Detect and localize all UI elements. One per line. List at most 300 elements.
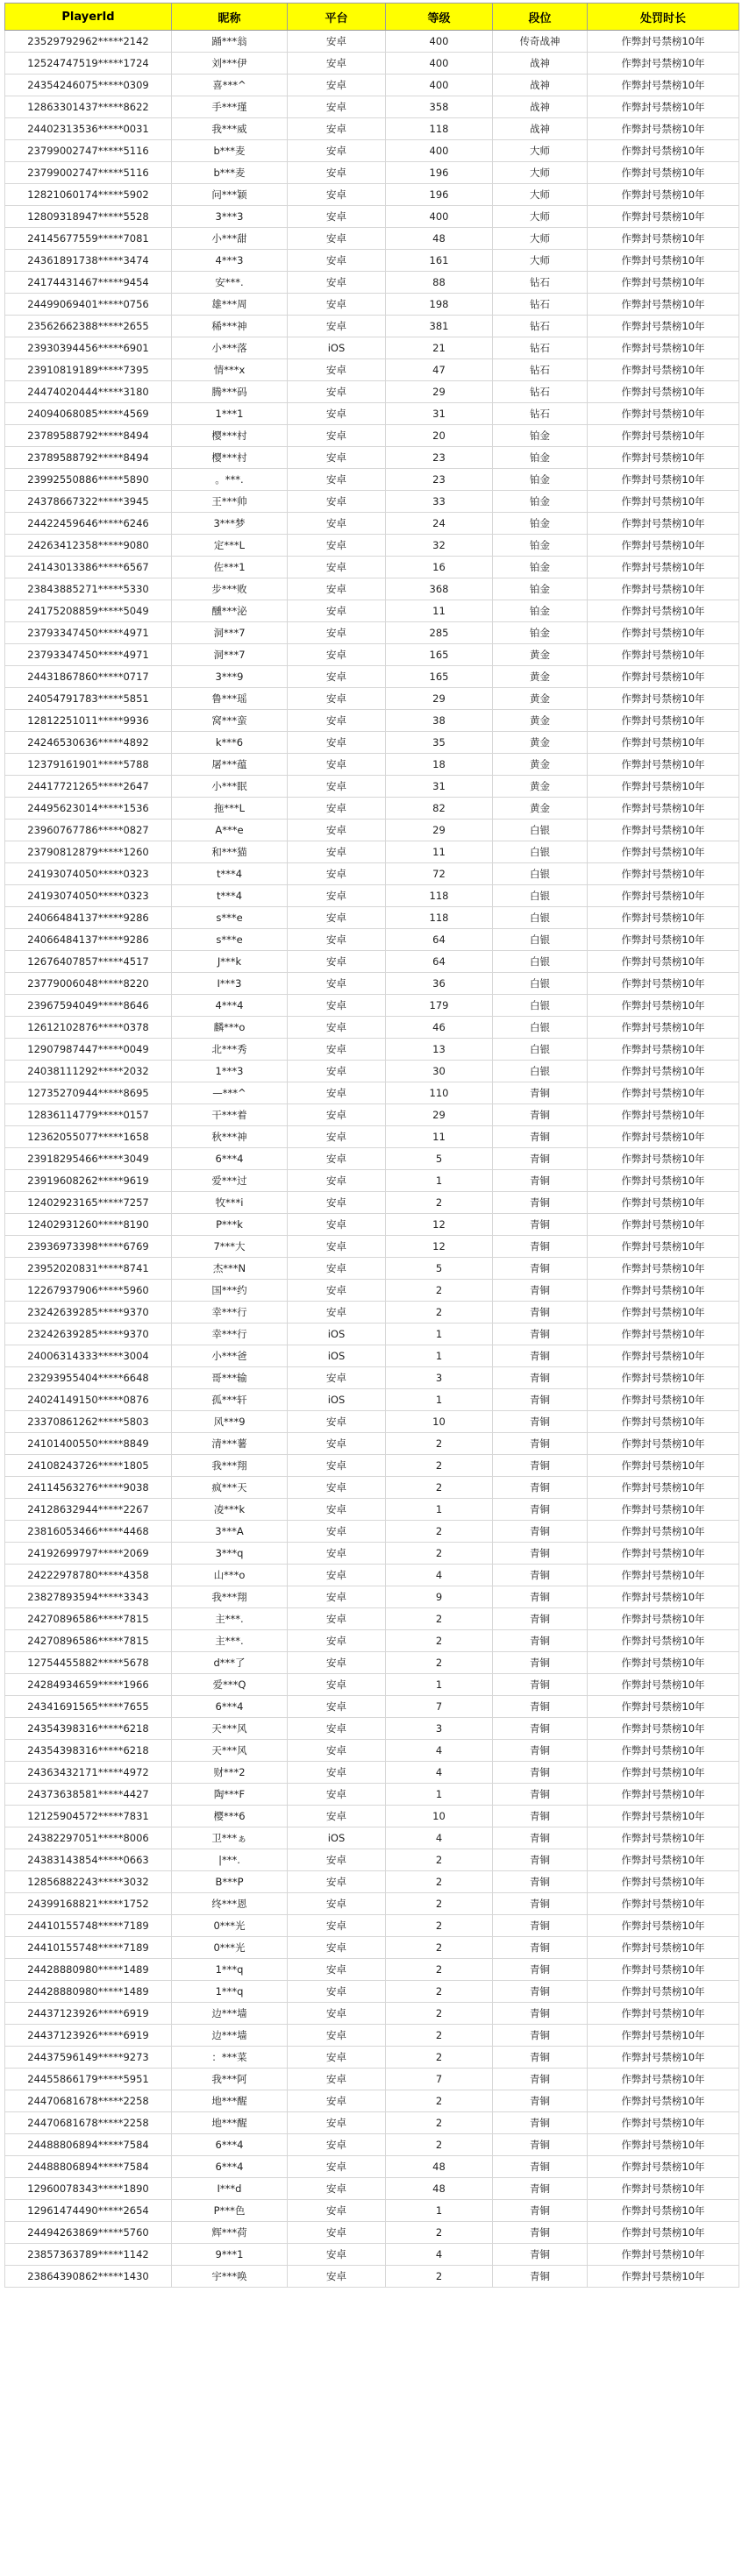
table-row [5,140,739,162]
platform-cell: 安卓 [288,403,386,425]
rank-cell: 战神 [493,96,588,118]
penalty-cell: 作弊封号禁榜10年 [588,1827,739,1849]
player-id-cell: 24193074050*****0323 [5,885,172,907]
player-id-cell: 24054791783*****5851 [5,688,172,710]
level-cell: 23 [386,469,493,491]
platform-cell: 安卓 [288,995,386,1017]
rank-cell: 青铜 [493,2134,588,2156]
player-id-cell: 24193074050*****0323 [5,863,172,885]
nickname-cell: 问***颖 [172,184,288,206]
rank-cell: 白银 [493,995,588,1017]
player-id-cell: 24038111292*****2032 [5,1061,172,1082]
nickname-cell: 我***威 [172,118,288,140]
player-id-cell: 24474020444*****3180 [5,381,172,403]
table-row [5,1148,739,1170]
platform-cell: 安卓 [288,118,386,140]
table-row [5,1696,739,1718]
player-id-cell: 12754455882*****5678 [5,1652,172,1674]
level-cell: 7 [386,1696,493,1718]
table-row [5,447,739,469]
rank-cell: 青铜 [493,1806,588,1827]
penalty-cell: 作弊封号禁榜10年 [588,2244,739,2266]
platform-cell: 安卓 [288,688,386,710]
platform-cell: 安卓 [288,381,386,403]
rank-cell: 青铜 [493,1389,588,1411]
rank-cell: 战神 [493,53,588,75]
player-id-cell: 24143013386*****6567 [5,557,172,578]
penalty-cell: 作弊封号禁榜10年 [588,2200,739,2222]
rank-cell: 钻石 [493,381,588,403]
rank-cell: 钻石 [493,294,588,316]
table-row [5,1849,739,1871]
rank-cell: 青铜 [493,1871,588,1893]
nickname-cell: 终***恩 [172,1893,288,1915]
platform-cell: 安卓 [288,1455,386,1477]
table-row [5,951,739,973]
rank-cell: 青铜 [493,2025,588,2047]
penalty-cell: 作弊封号禁榜10年 [588,1367,739,1389]
penalty-cell: 作弊封号禁榜10年 [588,1039,739,1061]
penalty-cell: 作弊封号禁榜10年 [588,1236,739,1258]
level-cell: 3 [386,1367,493,1389]
penalty-cell: 作弊封号禁榜10年 [588,294,739,316]
player-id-cell: 23930394456*****6901 [5,337,172,359]
penalty-cell: 作弊封号禁榜10年 [588,381,739,403]
table-row [5,184,739,206]
rank-cell: 青铜 [493,1192,588,1214]
nickname-cell: b***麦 [172,140,288,162]
player-id-cell: 24488806894*****7584 [5,2134,172,2156]
penalty-cell: 作弊封号禁榜10年 [588,2069,739,2090]
level-cell: 1 [386,1323,493,1345]
penalty-cell: 作弊封号禁榜10年 [588,53,739,75]
rank-cell: 铂金 [493,622,588,644]
table-row [5,272,739,294]
table-row [5,2090,739,2112]
rank-cell: 青铜 [493,1959,588,1981]
player-id-cell: 23843885271*****5330 [5,578,172,600]
platform-cell: 安卓 [288,1565,386,1586]
nickname-cell: 定***L [172,535,288,557]
nickname-cell: 山***o [172,1565,288,1586]
nickname-cell: B***P [172,1871,288,1893]
penalty-cell: 作弊封号禁榜10年 [588,2266,739,2288]
rank-cell: 青铜 [493,1411,588,1433]
table-row [5,1915,739,1937]
level-cell: 2 [386,1652,493,1674]
platform-cell: iOS [288,337,386,359]
level-cell: 2 [386,1521,493,1543]
nickname-cell: 3***梦 [172,513,288,535]
platform-cell: 安卓 [288,644,386,666]
player-id-cell: 24488806894*****7584 [5,2156,172,2178]
nickname-cell: 牧***i [172,1192,288,1214]
penalty-cell: 作弊封号禁榜10年 [588,1762,739,1784]
rank-cell: 青铜 [493,1543,588,1565]
rank-cell: 黄金 [493,666,588,688]
table-row [5,118,739,140]
penalty-cell: 作弊封号禁榜10年 [588,1696,739,1718]
table-row [5,1586,739,1608]
player-id-cell: 23529792962*****2142 [5,31,172,53]
nickname-cell: 踊***翁 [172,31,288,53]
nickname-cell: I***3 [172,973,288,995]
table-row [5,1170,739,1192]
rank-cell: 白银 [493,1061,588,1082]
level-cell: 2 [386,2222,493,2244]
rank-cell: 青铜 [493,2047,588,2069]
player-id-cell: 24145677559*****7081 [5,228,172,250]
platform-cell: 安卓 [288,1915,386,1937]
penalty-cell: 作弊封号禁榜10年 [588,2112,739,2134]
platform-cell: 安卓 [288,1521,386,1543]
table-row [5,513,739,535]
platform-cell: 安卓 [288,1849,386,1871]
rank-cell: 青铜 [493,1784,588,1806]
level-cell: 118 [386,907,493,929]
level-cell: 118 [386,885,493,907]
penalty-cell: 作弊封号禁榜10年 [588,622,739,644]
nickname-cell: 麟***o [172,1017,288,1039]
player-id-cell: 24094068085*****4569 [5,403,172,425]
platform-cell: 安卓 [288,469,386,491]
header-rank: 段位 [493,4,588,31]
player-id-cell: 12676407857*****4517 [5,951,172,973]
player-id-cell: 23910819189*****7395 [5,359,172,381]
penalty-cell: 作弊封号禁榜10年 [588,184,739,206]
player-id-cell: 23857363789*****1142 [5,2244,172,2266]
level-cell: 358 [386,96,493,118]
table-row [5,75,739,96]
penalty-cell: 作弊封号禁榜10年 [588,1630,739,1652]
player-id-cell: 24175208859*****5049 [5,600,172,622]
nickname-cell: t***4 [172,885,288,907]
rank-cell: 黄金 [493,710,588,732]
nickname-cell: 手***瑾 [172,96,288,118]
player-id-cell: 23789588792*****8494 [5,425,172,447]
nickname-cell: P***k [172,1214,288,1236]
level-cell: 46 [386,1017,493,1039]
level-cell: 33 [386,491,493,513]
nickname-cell: 洞***7 [172,622,288,644]
level-cell: 5 [386,1148,493,1170]
level-cell: 2 [386,1959,493,1981]
penalty-cell: 作弊封号禁榜10年 [588,2003,739,2025]
platform-cell: 安卓 [288,2069,386,2090]
level-cell: 30 [386,1061,493,1082]
rank-cell: 青铜 [493,1148,588,1170]
platform-cell: 安卓 [288,1148,386,1170]
platform-cell: 安卓 [288,1586,386,1608]
platform-cell: 安卓 [288,1608,386,1630]
player-id-cell: 23960767786*****0827 [5,820,172,841]
rank-cell: 铂金 [493,600,588,622]
level-cell: 2 [386,2025,493,2047]
player-id-cell: 24470681678*****2258 [5,2112,172,2134]
platform-cell: 安卓 [288,578,386,600]
platform-cell: 安卓 [288,1367,386,1389]
nickname-cell: 4***4 [172,995,288,1017]
player-id-cell: 12836114779*****0157 [5,1104,172,1126]
table-row [5,491,739,513]
penalty-cell: 作弊封号禁榜10年 [588,578,739,600]
level-cell: 64 [386,951,493,973]
rank-cell: 黄金 [493,644,588,666]
rank-cell: 白银 [493,929,588,951]
rank-cell: 青铜 [493,1104,588,1126]
table-row [5,1323,739,1345]
platform-cell: 安卓 [288,1762,386,1784]
platform-cell: 安卓 [288,1477,386,1499]
player-id-cell: 12863301437*****8622 [5,96,172,118]
rank-cell: 青铜 [493,1674,588,1696]
table-row [5,1411,739,1433]
table-row [5,1762,739,1784]
player-id-cell: 24422459646*****6246 [5,513,172,535]
level-cell: 10 [386,1806,493,1827]
platform-cell: 安卓 [288,2025,386,2047]
player-id-cell: 24495623014*****1536 [5,798,172,820]
nickname-cell: 宇***唤 [172,2266,288,2288]
player-id-cell: 24363432171*****4972 [5,1762,172,1784]
nickname-cell: 安***. [172,272,288,294]
nickname-cell: 国***约 [172,1280,288,1302]
rank-cell: 白银 [493,820,588,841]
platform-cell: 安卓 [288,754,386,776]
nickname-cell: 1***q [172,1981,288,2003]
player-id-cell: 24263412358*****9080 [5,535,172,557]
player-id-cell: 12612102876*****0378 [5,1017,172,1039]
table-row [5,863,739,885]
player-id-cell: 12960078343*****1890 [5,2178,172,2200]
platform-cell: 安卓 [288,1258,386,1280]
level-cell: 2 [386,1433,493,1455]
nickname-cell: I***d [172,2178,288,2200]
table-row [5,425,739,447]
rank-cell: 铂金 [493,491,588,513]
level-cell: 400 [386,31,493,53]
nickname-cell: 陶***F [172,1784,288,1806]
table-row [5,732,739,754]
player-id-cell: 24246530636*****4892 [5,732,172,754]
penalty-cell: 作弊封号禁榜10年 [588,2222,739,2244]
rank-cell: 战神 [493,75,588,96]
rank-cell: 青铜 [493,2069,588,2090]
player-id-cell: 24101400550*****8849 [5,1433,172,1455]
table-row [5,1017,739,1039]
nickname-cell: 0***光 [172,1937,288,1959]
rank-cell: 青铜 [493,1608,588,1630]
nickname-cell: 3***9 [172,666,288,688]
header-row [5,4,739,31]
platform-cell: 安卓 [288,2003,386,2025]
penalty-cell: 作弊封号禁榜10年 [588,1258,739,1280]
rank-cell: 青铜 [493,2200,588,2222]
player-id-cell: 24437123926*****6919 [5,2025,172,2047]
level-cell: 31 [386,776,493,798]
penalty-cell: 作弊封号禁榜10年 [588,885,739,907]
nickname-cell: 天***风 [172,1718,288,1740]
nickname-cell: 雄***周 [172,294,288,316]
player-id-cell: 24410155748*****7189 [5,1937,172,1959]
player-id-cell: 24399168821*****1752 [5,1893,172,1915]
table-row [5,2266,739,2288]
nickname-cell: 天***风 [172,1740,288,1762]
nickname-cell: s***e [172,907,288,929]
level-cell: 1 [386,1345,493,1367]
level-cell: 72 [386,863,493,885]
level-cell: 2 [386,1608,493,1630]
level-cell: 47 [386,359,493,381]
platform-cell: 安卓 [288,1170,386,1192]
player-id-cell: 24270896586*****7815 [5,1630,172,1652]
penalty-cell: 作弊封号禁榜10年 [588,1017,739,1039]
penalty-cell: 作弊封号禁榜10年 [588,535,739,557]
player-id-cell: 24437596149*****9273 [5,2047,172,2069]
rank-cell: 青铜 [493,1455,588,1477]
table-row [5,1674,739,1696]
level-cell: 9 [386,1586,493,1608]
level-cell: 2 [386,1981,493,2003]
player-id-cell: 24066484137*****9286 [5,907,172,929]
platform-cell: iOS [288,1345,386,1367]
level-cell: 16 [386,557,493,578]
player-id-cell: 23919608262*****9619 [5,1170,172,1192]
platform-cell: 安卓 [288,1740,386,1762]
rank-cell: 青铜 [493,2244,588,2266]
table-row [5,841,739,863]
penalty-cell: 作弊封号禁榜10年 [588,1082,739,1104]
table-row [5,1740,739,1762]
rank-cell: 铂金 [493,447,588,469]
penalty-cell: 作弊封号禁榜10年 [588,557,739,578]
level-cell: 13 [386,1039,493,1061]
table-row [5,798,739,820]
platform-cell: 安卓 [288,491,386,513]
level-cell: 64 [386,929,493,951]
level-cell: 10 [386,1411,493,1433]
platform-cell: 安卓 [288,798,386,820]
penalty-cell: 作弊封号禁榜10年 [588,491,739,513]
rank-cell: 青铜 [493,2003,588,2025]
platform-cell: 安卓 [288,1652,386,1674]
player-id-cell: 23918295466*****3049 [5,1148,172,1170]
nickname-cell: 6***4 [172,2156,288,2178]
rank-cell: 青铜 [493,1258,588,1280]
penalty-cell: 作弊封号禁榜10年 [588,973,739,995]
player-id-cell: 24431867860*****0717 [5,666,172,688]
table-row [5,337,739,359]
player-id-cell: 12812251011*****9936 [5,710,172,732]
platform-cell: 安卓 [288,2047,386,2069]
table-row [5,228,739,250]
player-id-cell: 24428880980*****1489 [5,1959,172,1981]
table-row [5,250,739,272]
platform-cell: 安卓 [288,162,386,184]
platform-cell: 安卓 [288,228,386,250]
level-cell: 4 [386,1827,493,1849]
platform-cell: 安卓 [288,1104,386,1126]
nickname-cell: s***e [172,929,288,951]
nickname-cell: 疯***天 [172,1477,288,1499]
platform-cell: iOS [288,1323,386,1345]
player-id-cell: 23793347450*****4971 [5,644,172,666]
player-id-cell: 24428880980*****1489 [5,1981,172,2003]
nickname-cell: 地***醒 [172,2090,288,2112]
table-row [5,1499,739,1521]
level-cell: 2 [386,1871,493,1893]
platform-cell: 安卓 [288,272,386,294]
penalty-cell: 作弊封号禁榜10年 [588,272,739,294]
rank-cell: 大师 [493,162,588,184]
rank-cell: 白银 [493,907,588,929]
penalty-cell: 作弊封号禁榜10年 [588,1411,739,1433]
platform-cell: 安卓 [288,2156,386,2178]
level-cell: 196 [386,162,493,184]
table-row [5,557,739,578]
level-cell: 82 [386,798,493,820]
level-cell: 165 [386,666,493,688]
nickname-cell: —***^ [172,1082,288,1104]
rank-cell: 黄金 [493,732,588,754]
penalty-cell: 作弊封号禁榜10年 [588,359,739,381]
nickname-cell: J***k [172,951,288,973]
penalty-cell: 作弊封号禁榜10年 [588,1389,739,1411]
player-id-cell: 24382297051*****8006 [5,1827,172,1849]
level-cell: 29 [386,381,493,403]
rank-cell: 钻石 [493,403,588,425]
level-cell: 2 [386,2047,493,2069]
player-id-cell: 12524747519*****1724 [5,53,172,75]
nickname-cell: 1***3 [172,1061,288,1082]
rank-cell: 青铜 [493,1849,588,1871]
platform-cell: 安卓 [288,2266,386,2288]
rank-cell: 大师 [493,140,588,162]
nickname-cell: 幸***行 [172,1302,288,1323]
player-id-cell: 24066484137*****9286 [5,929,172,951]
nickname-cell: 。***. [172,469,288,491]
table-row [5,776,739,798]
level-cell: 48 [386,2156,493,2178]
penalty-cell: 作弊封号禁榜10年 [588,96,739,118]
platform-cell: 安卓 [288,425,386,447]
player-id-cell: 23370861262*****5803 [5,1411,172,1433]
nickname-cell: 屠***蕴 [172,754,288,776]
player-id-cell: 24470681678*****2258 [5,2090,172,2112]
level-cell: 196 [386,184,493,206]
platform-cell: 安卓 [288,951,386,973]
table-row [5,666,739,688]
platform-cell: 安卓 [288,622,386,644]
nickname-cell: 情***x [172,359,288,381]
level-cell: 400 [386,53,493,75]
table-row [5,1827,739,1849]
table-row [5,1367,739,1389]
rank-cell: 钻石 [493,337,588,359]
penalty-cell: 作弊封号禁榜10年 [588,666,739,688]
nickname-cell: 9***1 [172,2244,288,2266]
platform-cell: iOS [288,1389,386,1411]
header-player-id: PlayerId [5,4,172,31]
penalty-cell: 作弊封号禁榜10年 [588,995,739,1017]
platform-cell: 安卓 [288,1192,386,1214]
penalty-cell: 作弊封号禁榜10年 [588,250,739,272]
penalty-cell: 作弊封号禁榜10年 [588,1893,739,1915]
table-row [5,2047,739,2069]
rank-cell: 铂金 [493,513,588,535]
table-row [5,929,739,951]
platform-cell: 安卓 [288,2200,386,2222]
